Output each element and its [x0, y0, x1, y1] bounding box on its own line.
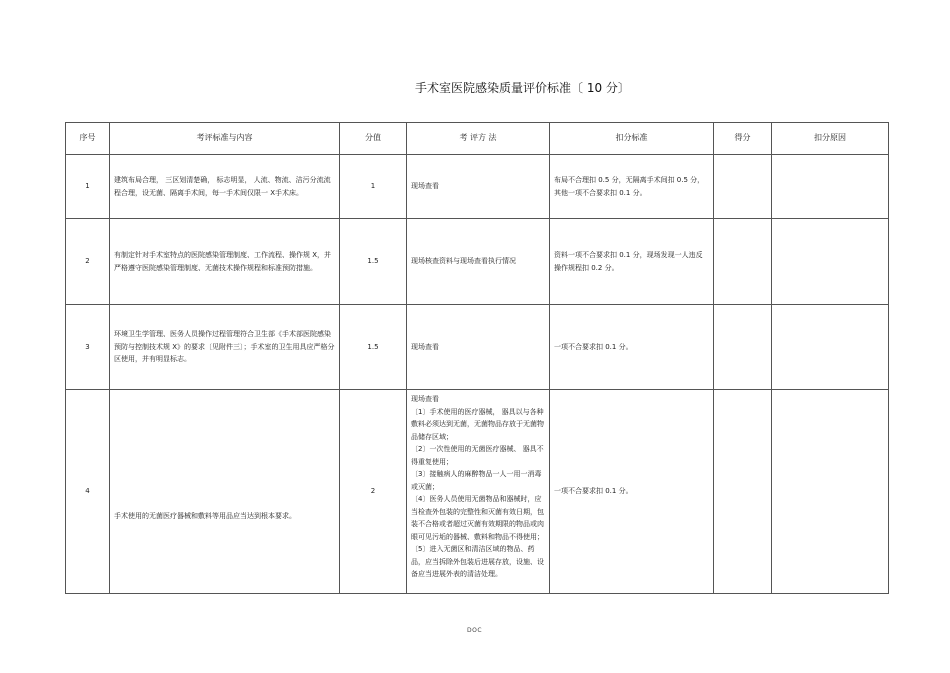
row-reason-cell[interactable]: [772, 390, 889, 594]
evaluation-table: [65, 122, 889, 594]
row-no: 1: [66, 155, 110, 219]
row-method: 现场核查资料与现场查看执行情况: [407, 219, 550, 305]
row-deduct: 一项不合要求扣 0.1 分。: [550, 390, 714, 594]
header-score: 分值: [340, 123, 407, 155]
row-reason-cell[interactable]: [772, 219, 889, 305]
row-method: [407, 390, 550, 594]
row-criteria-text: 手术使用的无菌医疗器械和敷料等用品应当达到根本要求。: [114, 512, 296, 521]
row-no: 4: [66, 390, 110, 594]
header-points: 得分: [714, 123, 772, 155]
row-criteria: 建筑布局合理， 三区划清楚确， 标志明显， 人流、物流、洁污分流流程合理，设无菌、隔离手术间，每一手术间仅限一 X手术床。: [110, 155, 340, 219]
header-criteria: 考评标准与内容: [110, 123, 340, 155]
header-method: 考 评方 法: [407, 123, 550, 155]
row-deduct: 资料一项不合要求扣 0.1 分，现场发现一人违反操作规程扣 0.2 分。: [550, 219, 714, 305]
method-line: 〔2〕一次性使用的无菌医疗器械、 器具不得重复使用；: [411, 445, 544, 466]
row-no: 2: [66, 219, 110, 305]
row-reason-cell[interactable]: [772, 305, 889, 390]
row-method: 现场查看: [407, 155, 550, 219]
method-line: 〔4〕医务人员使用无菌物品和器械时，应当检查外包装的完整性和灭菌有效日期，包装不合格或者超过灭菌有效期限的物品或肉眼可见污垢的器械、敷料和物品不得使用；: [411, 495, 544, 541]
row-deduct: 一项不合要求扣 0.1 分。: [550, 305, 714, 390]
method-line: 〔5〕进入无菌区和清洁区域的物品、药品，应当拆除外包装后进展存放，设施、设备应当进展外表的清洁处理。: [411, 545, 544, 578]
row-deduct: 布局不合理扣 0.5 分，无隔离手术间扣 0.5 分，其他一项不合要求扣 0.1 分。: [550, 155, 714, 219]
method-line: 〔3〕接触病人的麻醉物品一人一用一消毒或灭菌；: [411, 470, 542, 491]
row-criteria: [110, 390, 340, 594]
header-reason: 扣分原因: [772, 123, 889, 155]
method-line: 现场查看: [411, 395, 439, 403]
row-points-cell[interactable]: [714, 219, 772, 305]
row-score: 1: [340, 155, 407, 219]
table-row: [66, 219, 889, 305]
row-criteria: 环境卫生学管理、医务人员操作过程管理符合卫生部《手术部医院感染预防与控制技术规 X》的要求〔见附件三〕；手术室的卫生用具应严格分区使用，并有明显标志。: [110, 305, 340, 390]
row-no: 3: [66, 305, 110, 390]
document-title: 手术室医院感染质量评价标准〔 10 分〕: [415, 81, 630, 95]
page-footer: DOC: [467, 627, 483, 634]
table-row: [66, 390, 889, 594]
row-score: 1.5: [340, 305, 407, 390]
header-no: 序号: [66, 123, 110, 155]
table-row: [66, 305, 889, 390]
row-points-cell[interactable]: [714, 390, 772, 594]
row-reason-cell[interactable]: [772, 155, 889, 219]
row-score: 1.5: [340, 219, 407, 305]
row-points-cell[interactable]: [714, 155, 772, 219]
table-row: [66, 155, 889, 219]
row-criteria: 有制定针对手术室特点的医院感染管理制度、工作流程、操作规 X，并严格遵守医院感染管理制度、无菌技术操作规程和标准预防措施。: [110, 219, 340, 305]
table-header-row: [66, 123, 889, 155]
row-method: 现场查看: [407, 305, 550, 390]
row-points-cell[interactable]: [714, 305, 772, 390]
row-score: 2: [340, 390, 407, 594]
method-line: 〔1〕手术使用的医疗器械， 器具以与各种敷料必须达到无菌，无菌物品存放于无菌物品储存区域；: [411, 407, 544, 441]
header-deduct: 扣分标准: [550, 123, 714, 155]
